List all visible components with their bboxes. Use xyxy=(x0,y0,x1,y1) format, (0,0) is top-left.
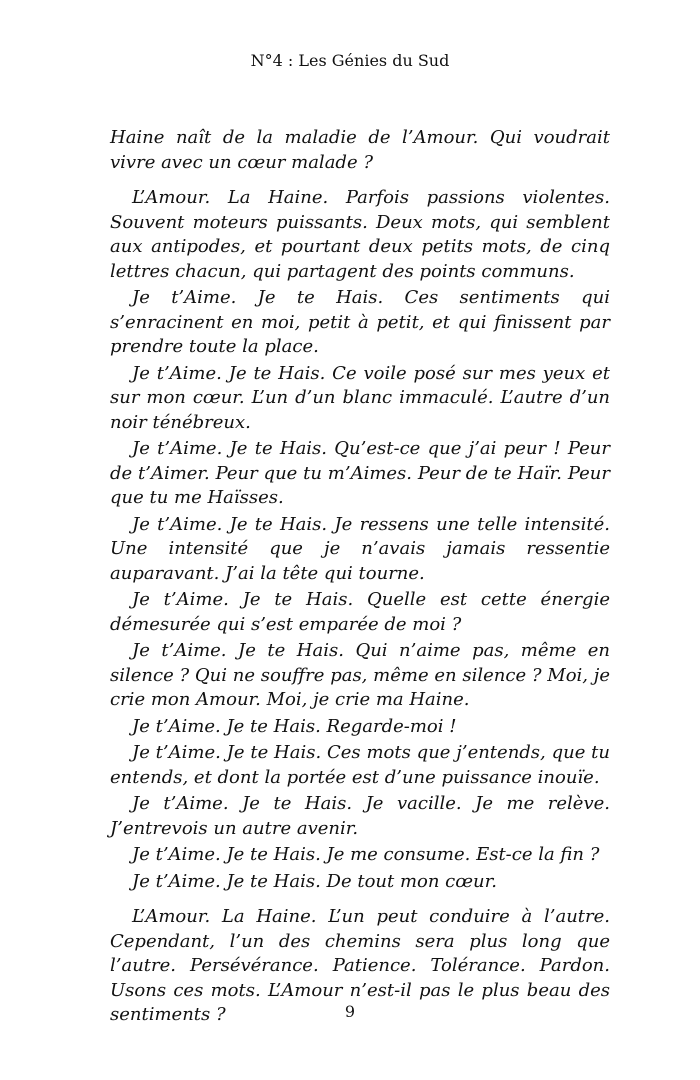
running-title: N°4 : Les Génies du Sud xyxy=(250,51,450,70)
page-number: 9 xyxy=(344,1002,356,1021)
paragraph: Je t’Aime. Je te Hais. Ces mots que j’entends, que tu entends, et dont la portée est d’une puissance inouïe. xyxy=(110,742,610,788)
paragraph: Je t’Aime. Je te Hais. Ces sentiments qui s’enracinent en moi, petit à petit, et qui finissent par prendre toute la place. xyxy=(110,287,610,357)
paragraph: Je t’Aime. Je te Hais. Je ressens une telle intensité. Une intensité que je n’avais jamais ressentie auparavant. J’ai la tête qui tourne. xyxy=(110,513,610,584)
paragraph: Je t’Aime. Je te Hais. Regarde-moi ! xyxy=(132,715,457,737)
paragraph: Je t’Aime. Je te Hais. Qu’est-ce que j’ai peur ! Peur de t’Aimer. Peur que tu m’Aimes. Peur de te Haïr. Peur que tu me Haïsses. xyxy=(110,438,610,508)
page-body xyxy=(110,126,610,1028)
paragraph: Je t’Aime. Je te Hais. De tout mon cœur. xyxy=(132,870,497,892)
paragraph: Je t’Aime. Je te Hais. Qui n’aime pas, même en silence ? Qui ne souffre pas, même en silence ? Moi, je crie mon Amour. Moi, je crie ma Haine. xyxy=(110,640,610,710)
paragraph: Haine naît de la maladie de l’Amour. Qui voudrait vivre avec un cœur malade ? xyxy=(110,127,610,173)
paragraph: Je t’Aime. Je te Hais. Je vacille. Je me relève. J’entrevois un autre avenir. xyxy=(110,793,610,839)
paragraph: L’Amour. La Haine. L’un peut conduire à l’autre. Cependant, l’un des chemins sera plus long que l’autre. Persévérance. Patience. Tolérance. Pardon. Usons ces mots. L’Amour n’est-il pas le plus beau des sentiments ? xyxy=(110,906,610,1025)
paragraph: Je t’Aime. Je te Hais. Quelle est cette énergie démesurée qui s’est emparée de moi ? xyxy=(110,589,610,635)
paragraph: Je t’Aime. Je te Hais. Je me consume. Est-ce la fin ? xyxy=(132,844,600,865)
page-header xyxy=(0,50,700,72)
paragraph: Je t’Aime. Je te Hais. Ce voile posé sur mes yeux et sur mon cœur. L’un d’un blanc immaculé. L’autre d’un noir ténébreux. xyxy=(110,362,610,433)
page-footer xyxy=(0,1002,700,1022)
paragraph: L’Amour. La Haine. Parfois passions violentes. Souvent moteurs puissants. Deux mots, qui semblent aux antipodes, et pourtant deux petits mots, de cinq lettres chacun, qui partagent des points communs. xyxy=(110,187,610,282)
